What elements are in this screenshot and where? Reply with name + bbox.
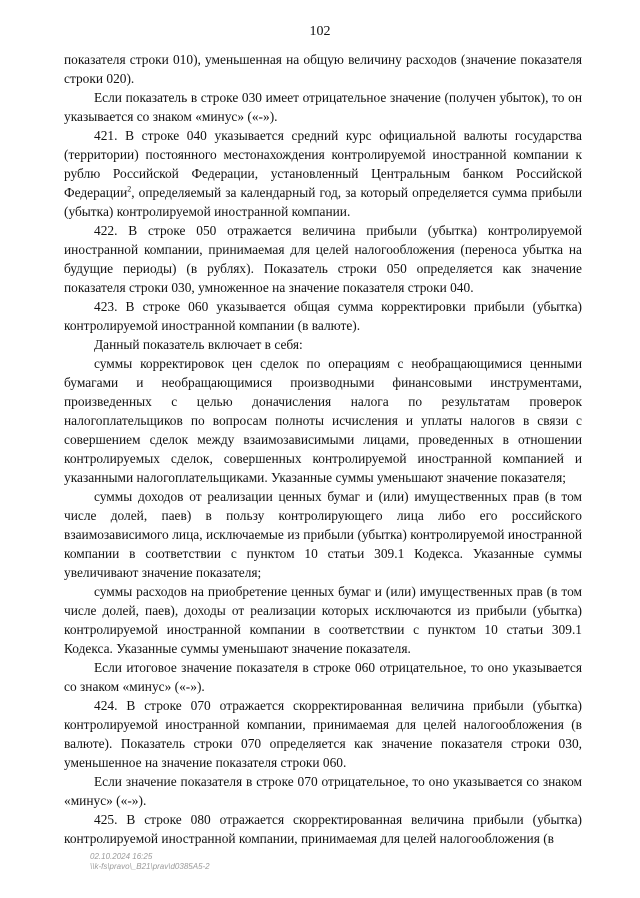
paragraph: 425. В строке 080 отражается скорректированная величина прибыли (убытка) контролируемой иностранной компании, принимаемая для целей налогообложения (в [64, 812, 582, 846]
paragraph: Данный показатель включает в себя: [94, 337, 303, 352]
paragraph: суммы корректировок цен сделок по операциям с необращающимися ценными бумагами и необращающимися производными финансовыми инструментами, произведенных с целью доначисления налога по результатам проверок налогоплательщиков по вопросам полноты исчисления и уплаты налогов в связи с совершением сделок между взаимозависимыми лицами, проведенных в отношении контролируемых сделок, совершенных контролируемой иностранной компанией и указанными налогоплательщиками. Указанные суммы уменьшают значение показателя; [64, 356, 582, 485]
paragraph: суммы расходов на приобретение ценных бумаг и (или) имущественных прав (в том числе долей, паев), доходы от реализации которых исключаются из прибыли (убытка) контролируемой иностранной компании в соответствии с пунктом 10 статьи 309.1 Кодекса. Указанные суммы уменьшают значение показателя. [64, 584, 582, 656]
footer-date: 02.10.2024 16:25 [90, 852, 153, 861]
paragraph: 423. В строке 060 указывается общая сумма корректировки прибыли (убытка) контролируемой иностранной компании (в валюте). [64, 299, 582, 333]
paragraph: показателя строки 010), уменьшенная на общую величину расходов (значение показателя строки 020). [64, 52, 582, 86]
paragraph: 424. В строке 070 отражается скорректированная величина прибыли (убытка) контролируемой иностранной компании, принимаемая для целей налогообложения (в валюте). Показатель строки 070 определяется как значение показателя строки 030, уменьшенное на значение показателя строки 060. [64, 698, 582, 770]
footnote-marker: 2 [127, 184, 132, 194]
page-number: 102 [309, 24, 331, 39]
paragraph: Если значение показателя в строке 070 отрицательное, то оно указывается со знаком «минус» («-»). [64, 774, 582, 808]
paragraph: 421. В строке 040 указывается средний курс официальной валюты государства (территории) постоянного местонахождения контролируемой иностранной компании к рублю Российской Федерации, установленный Центральным банком Российской Федерации$^2$, определяемый за календарный год, за который определяется сумма прибыли (убытка) контролируемой иностранной компании. [64, 128, 582, 219]
footer-stamp [90, 852, 210, 872]
paragraph: Если итоговое значение показателя в строке 060 отрицательное, то оно указывается со знаком «минус» («-»). [64, 660, 582, 694]
paragraph: суммы доходов от реализации ценных бумаг и (или) имущественных прав (в том числе долей, паев) в пользу контролирующего лица либо его российского взаимозависимого лица, исключаемые из прибыли (убытка) контролируемой иностранной компании в соответствии с пунктом 10 статьи 309.1 Кодекса. Указанные суммы увеличивают значение показателя; [64, 489, 582, 580]
paragraph: 422. В строке 050 отражается величина прибыли (убытка) контролируемой иностранной компании, принимаемая для целей налогообложения (переноса убытка на будущие периоды) (в рублях). Показатель строки 050 определяется как значение показателя строки 030, умноженное на значение показателя строки 040. [64, 223, 582, 295]
paragraph: Если показатель в строке 030 имеет отрицательное значение (получен убыток), то он указывается со знаком «минус» («-»). [64, 90, 582, 124]
document-body [64, 50, 582, 848]
footer-path: \\k-fs\pravo\_B21\prav\d0385A5-2 [90, 862, 210, 871]
